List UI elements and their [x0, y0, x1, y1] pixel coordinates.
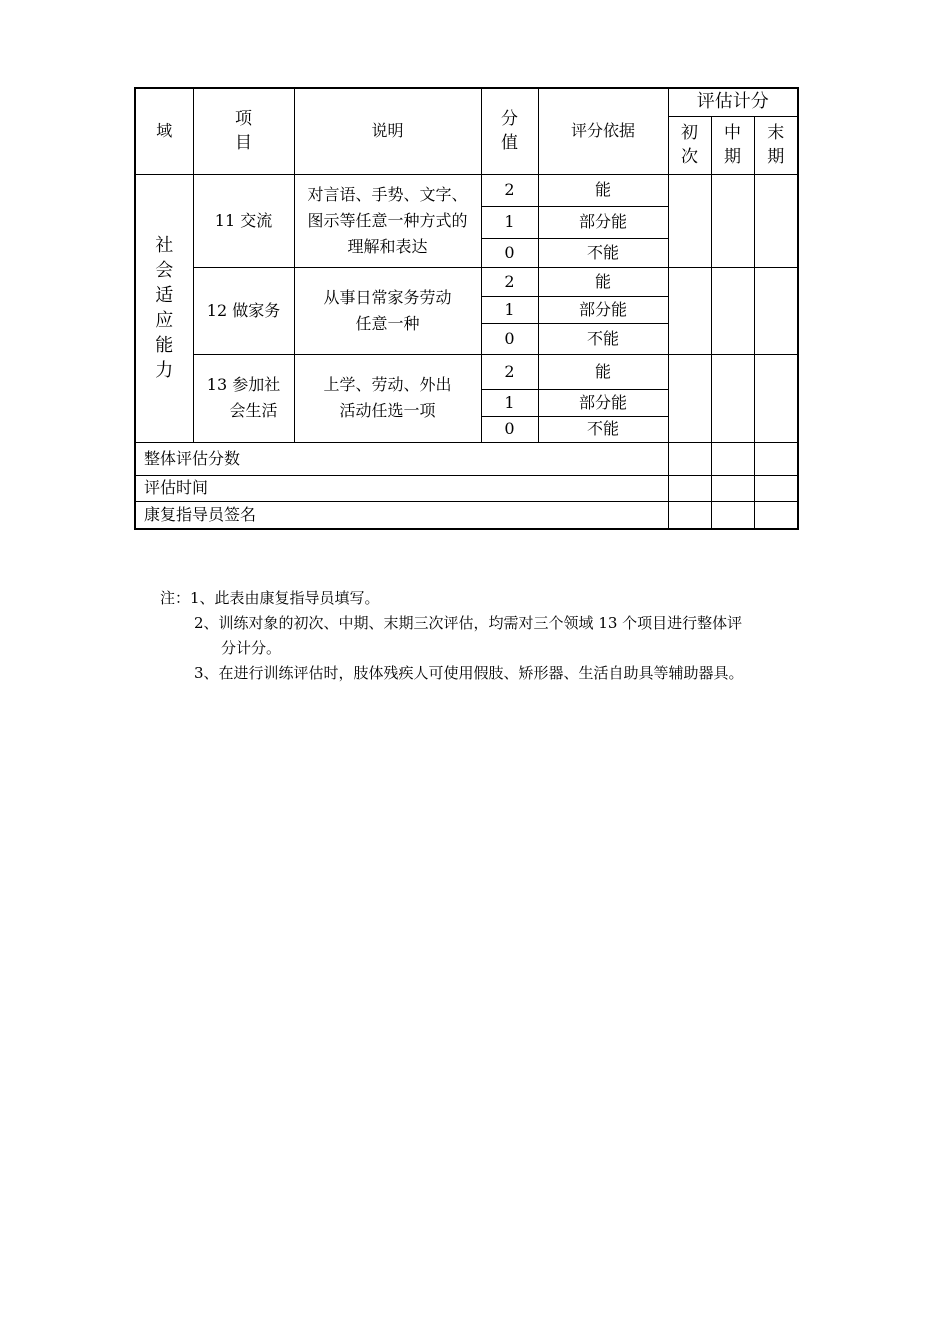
item-desc: 上学、劳动、外出活动任选一项 — [323, 375, 452, 420]
note-prefix: 注： — [160, 589, 191, 607]
table-row — [135, 174, 798, 206]
time-mid-cell[interactable] — [711, 475, 754, 501]
score-cell: 1 — [481, 296, 538, 323]
note-3: 3、在进行训练评估时，肢体残疾人可使用假肢、矫形器、生活自助具等辅助器具。 — [194, 664, 744, 682]
header-score — [481, 88, 538, 174]
initial-input-cell[interactable] — [668, 267, 711, 354]
assessment-table — [134, 87, 799, 530]
header-eval-group: 评估计分 — [668, 88, 798, 116]
header-domain: 域 — [135, 88, 193, 174]
item-desc-cell — [294, 174, 481, 267]
score-cell: 2 — [481, 354, 538, 389]
total-initial-cell[interactable] — [668, 442, 711, 475]
item-name-line1: 13 参加社 — [206, 375, 281, 394]
item-name-cell — [193, 354, 294, 442]
total-final-cell[interactable] — [754, 442, 798, 475]
total-row — [135, 442, 798, 475]
basis-cell: 能 — [538, 267, 668, 296]
basis-cell: 不能 — [538, 238, 668, 267]
note-1 — [160, 586, 744, 611]
basis-cell: 能 — [538, 354, 668, 389]
header-item — [193, 88, 294, 174]
header-initial-text: 初次 — [681, 123, 698, 167]
mid-input-cell[interactable] — [711, 174, 754, 267]
item-name-cell — [193, 267, 294, 354]
score-cell: 2 — [481, 174, 538, 206]
initial-input-cell[interactable] — [668, 354, 711, 442]
initial-input-cell[interactable] — [668, 174, 711, 267]
basis-cell: 部分能 — [538, 206, 668, 238]
mid-input-cell[interactable] — [711, 354, 754, 442]
score-cell: 0 — [481, 238, 538, 267]
score-cell: 2 — [481, 267, 538, 296]
signature-final-cell[interactable] — [754, 501, 798, 529]
header-mid-text: 中期 — [724, 123, 741, 167]
item-name: 11 交流 — [214, 210, 273, 230]
item-name-line2: 会生活 — [229, 401, 278, 420]
basis-cell: 部分能 — [538, 389, 668, 416]
time-final-cell[interactable] — [754, 475, 798, 501]
basis-cell: 不能 — [538, 416, 668, 442]
table-row — [135, 267, 798, 296]
domain-label: 社会适应能力 — [155, 235, 174, 381]
final-input-cell[interactable] — [754, 174, 798, 267]
mid-input-cell[interactable] — [711, 267, 754, 354]
header-final-text: 末期 — [767, 123, 785, 167]
note-1-text: 1、此表由康复指导员填写。 — [190, 589, 380, 607]
signature-label: 康复指导员签名 — [135, 501, 668, 529]
score-cell: 0 — [481, 416, 538, 442]
note-2-cont: 分计分。 — [221, 639, 282, 657]
basis-cell: 部分能 — [538, 296, 668, 323]
header-mid — [711, 116, 754, 174]
final-input-cell[interactable] — [754, 354, 798, 442]
item-desc: 对言语、手势、文字、图示等任意一种方式的理解和表达 — [307, 184, 468, 256]
total-label: 整体评估分数 — [135, 442, 668, 475]
domain-cell — [135, 174, 193, 442]
basis-cell: 能 — [538, 174, 668, 206]
header-row — [135, 88, 798, 116]
header-item-text: 项目 — [235, 109, 252, 154]
note-2: 2、训练对象的初次、中期、末期三次评估，均需对三个领域 13 个项目进行整体评 — [194, 614, 743, 632]
basis-cell: 不能 — [538, 323, 668, 354]
time-label: 评估时间 — [135, 475, 668, 501]
item-name — [207, 372, 280, 424]
notes — [160, 586, 744, 686]
time-row — [135, 475, 798, 501]
item-desc-cell — [294, 354, 481, 442]
signature-initial-cell[interactable] — [668, 501, 711, 529]
header-final — [754, 116, 798, 174]
score-cell: 1 — [481, 206, 538, 238]
signature-mid-cell[interactable] — [711, 501, 754, 529]
signature-row — [135, 501, 798, 529]
final-input-cell[interactable] — [754, 267, 798, 354]
score-cell: 0 — [481, 323, 538, 354]
time-initial-cell[interactable] — [668, 475, 711, 501]
header-initial — [668, 116, 711, 174]
item-desc-cell — [294, 267, 481, 354]
header-basis: 评分依据 — [538, 88, 668, 174]
item-name: 12 做家务 — [206, 300, 281, 320]
score-cell: 1 — [481, 389, 538, 416]
header-desc: 说明 — [294, 88, 481, 174]
item-desc: 从事日常家务劳动任意一种 — [323, 287, 452, 333]
table-row — [135, 354, 798, 389]
header-score-text: 分值 — [501, 109, 518, 154]
item-name-cell — [193, 174, 294, 267]
total-mid-cell[interactable] — [711, 442, 754, 475]
